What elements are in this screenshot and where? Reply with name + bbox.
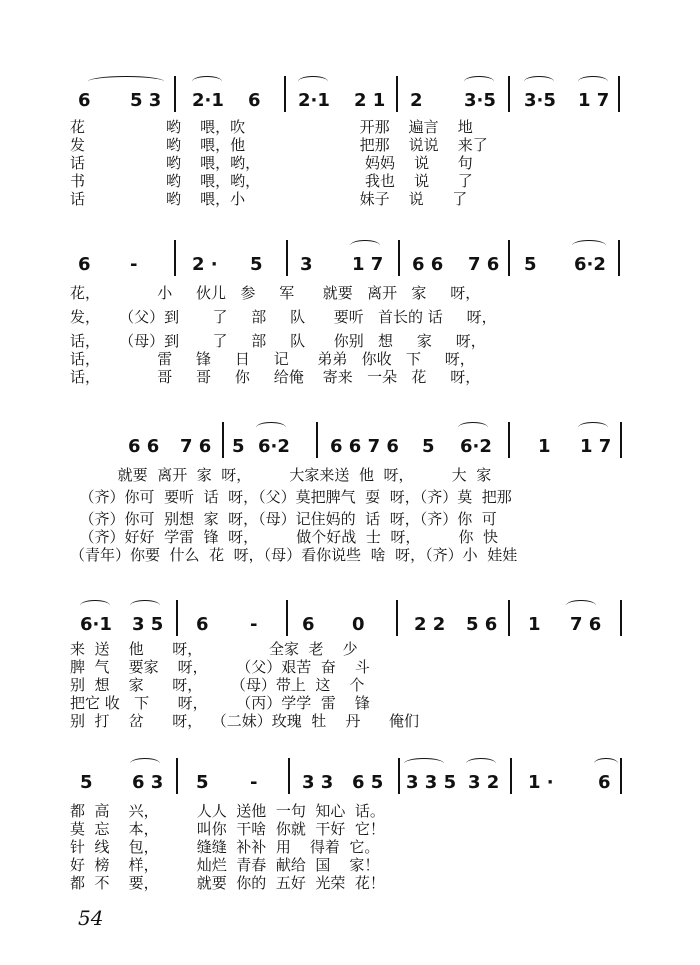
bar-line <box>508 76 510 112</box>
note: 6·2 <box>574 254 606 275</box>
note: 1 7 <box>352 254 384 275</box>
slur <box>578 422 608 433</box>
note: 6 <box>248 90 261 111</box>
slur <box>192 76 222 87</box>
note: 6 <box>598 772 611 793</box>
lyric-line: （齐）你可 别想 家 呀，（母）记住妈的 话 呀，（齐）你 可 <box>70 510 497 528</box>
note: 6·2 <box>460 436 492 457</box>
notation-line <box>0 772 700 796</box>
lyric-line: 来 送 他 呀， 全家 老 少 <box>70 640 358 658</box>
note: - <box>250 772 258 793</box>
lyric-line: 花 哟 喂，吹 开那 遍言 地 <box>70 118 473 136</box>
note: 5 <box>80 772 93 793</box>
note: 5 <box>524 254 537 275</box>
slur <box>578 76 608 87</box>
note: 6 <box>196 614 209 635</box>
note: 2 2 <box>414 614 446 635</box>
note: 6·2 <box>258 436 290 457</box>
note: 6 5 <box>352 772 384 793</box>
note: 6 <box>78 254 91 275</box>
lyric-line: 话， （母）到 了 部 队 你别 想 家 呀， <box>70 332 486 350</box>
lyric-line: （齐）好好 学雷 锋 呀， 做个好战 士 呀， 你 快 <box>70 528 499 546</box>
slur <box>130 758 160 769</box>
bar-line <box>284 76 286 112</box>
bar-line <box>398 240 400 276</box>
bar-line <box>222 422 224 458</box>
lyric-line: 都 高 兴， 人人 送他 一句 知心 话。 <box>70 802 385 820</box>
note: 6 <box>302 614 315 635</box>
note: - <box>250 614 258 635</box>
lyric-line: 发， （父）到 了 部 队 要听 首长的 话 呀， <box>70 308 497 326</box>
note: 0 <box>352 614 365 635</box>
slur <box>458 422 488 433</box>
lyric-line: 脾 气 要家 呀， （父）艰苦 奋 斗 <box>70 658 370 676</box>
bar-line <box>396 600 398 636</box>
bar-line <box>176 758 178 794</box>
slur <box>466 758 496 769</box>
note: 5 <box>232 436 245 457</box>
lyric-line: 发 哟 喂，他 把那 说说 来了 <box>70 136 488 154</box>
note: 5 <box>250 254 263 275</box>
bar-line <box>174 76 176 112</box>
lyric-line: 别 想 家 呀， （母）带上 这 个 <box>70 676 365 694</box>
lyric-line: 话 哟 喂，小 妹子 说 了 <box>70 190 468 208</box>
bar-line <box>316 422 318 458</box>
lyric-line: （齐）你可 要听 话 呀，（父）莫把脾气 耍 呀，（齐）莫 把那 <box>70 488 512 506</box>
slur <box>572 240 606 251</box>
note: 6 6 <box>128 436 160 457</box>
note: 2 1 <box>354 90 386 111</box>
note: 3 3 5 <box>406 772 457 793</box>
note: 3 5 <box>132 614 164 635</box>
slur <box>256 422 286 433</box>
note: 6 3 <box>132 772 164 793</box>
lyric-line: 莫 忘 本， 叫你 干啥 你就 干好 它！ <box>70 820 385 838</box>
note: 3 2 <box>468 772 500 793</box>
notation-line <box>0 90 700 114</box>
note: 7 6 <box>468 254 500 275</box>
note: 1 <box>528 614 541 635</box>
slur <box>566 600 596 611</box>
note: 3 <box>300 254 313 275</box>
bar-line <box>288 758 290 794</box>
note: 1 7 <box>578 90 610 111</box>
note: 2 · <box>192 254 218 275</box>
lyric-line: 就要 离开 家 呀， 大家来送 他 呀， 大 家 <box>70 466 492 484</box>
slur <box>80 600 110 611</box>
slur <box>130 600 160 611</box>
note: 2·1 <box>192 90 224 111</box>
bar-line <box>508 600 510 636</box>
lyric-line: 花， 小 伙儿 参 军 就要 离开 家 呀， <box>70 284 481 302</box>
bar-line <box>508 240 510 276</box>
slur <box>594 758 618 769</box>
lyric-line: 书 哟 喂，哟， 我也 说 了 <box>70 172 473 190</box>
slur <box>88 76 164 87</box>
note: 5 3 <box>130 90 162 111</box>
note: - <box>130 254 138 275</box>
bar-line <box>396 76 398 112</box>
bar-line <box>508 422 510 458</box>
note: 5 <box>422 436 435 457</box>
note: 1 · <box>528 772 554 793</box>
lyric-line: 话 哟 喂，哟， 妈妈 说 句 <box>70 154 473 172</box>
note: 7 6 <box>570 614 602 635</box>
note: 6 6 <box>412 254 444 275</box>
lyric-line: 都 不 要， 就要 你的 五好 光荣 花！ <box>70 874 385 892</box>
slur <box>524 76 554 87</box>
note: 5 <box>196 772 209 793</box>
slur <box>404 758 444 769</box>
page-number: 54 <box>78 906 104 930</box>
note: 3·5 <box>464 90 496 111</box>
notation-line <box>0 436 700 460</box>
slur <box>350 240 380 251</box>
bar-line <box>174 240 176 276</box>
slur <box>464 76 494 87</box>
bar-line <box>176 600 178 636</box>
notation-line <box>0 614 700 638</box>
note: 1 7 <box>580 436 612 457</box>
bar-line <box>286 240 288 276</box>
lyric-line: 好 榜 样， 灿烂 青春 献给 国 家！ <box>70 856 380 874</box>
lyric-line: 把它 收 下 呀， （丙）学学 雷 锋 <box>70 694 370 712</box>
bar-line <box>620 758 622 794</box>
note: 6 6 7 6 <box>330 436 399 457</box>
lyric-line: （青年）你要 什么 花 呀，（母）看你说些 啥 呀，（齐）小 娃娃 <box>70 546 518 564</box>
note: 2 <box>410 90 423 111</box>
note: 5 6 <box>466 614 498 635</box>
note: 1 <box>538 436 551 457</box>
bar-line <box>286 600 288 636</box>
bar-line <box>398 758 400 794</box>
bar-line <box>618 76 620 112</box>
lyric-line: 别 打 岔 呀， （二妹）玫瑰 牡 丹 俺们 <box>70 712 419 730</box>
note: 3·5 <box>524 90 556 111</box>
lyric-line: 针 线 包， 缝缝 补补 用 得着 它。 <box>70 838 380 856</box>
bar-line <box>510 758 512 794</box>
slur <box>298 76 328 87</box>
lyric-line: 话， 哥 哥 你 给俺 寄来 一朵 花 呀， <box>70 368 481 386</box>
lyric-line: 话， 雷 锋 日 记 弟弟 你收 下 呀， <box>70 350 475 368</box>
note: 3 3 <box>302 772 334 793</box>
bar-line <box>620 422 622 458</box>
bar-line <box>620 600 622 636</box>
note: 6·1 <box>80 614 112 635</box>
note: 7 6 <box>180 436 212 457</box>
note: 2·1 <box>298 90 330 111</box>
bar-line <box>618 240 620 276</box>
note: 6 <box>78 90 91 111</box>
notation-line <box>0 254 700 278</box>
